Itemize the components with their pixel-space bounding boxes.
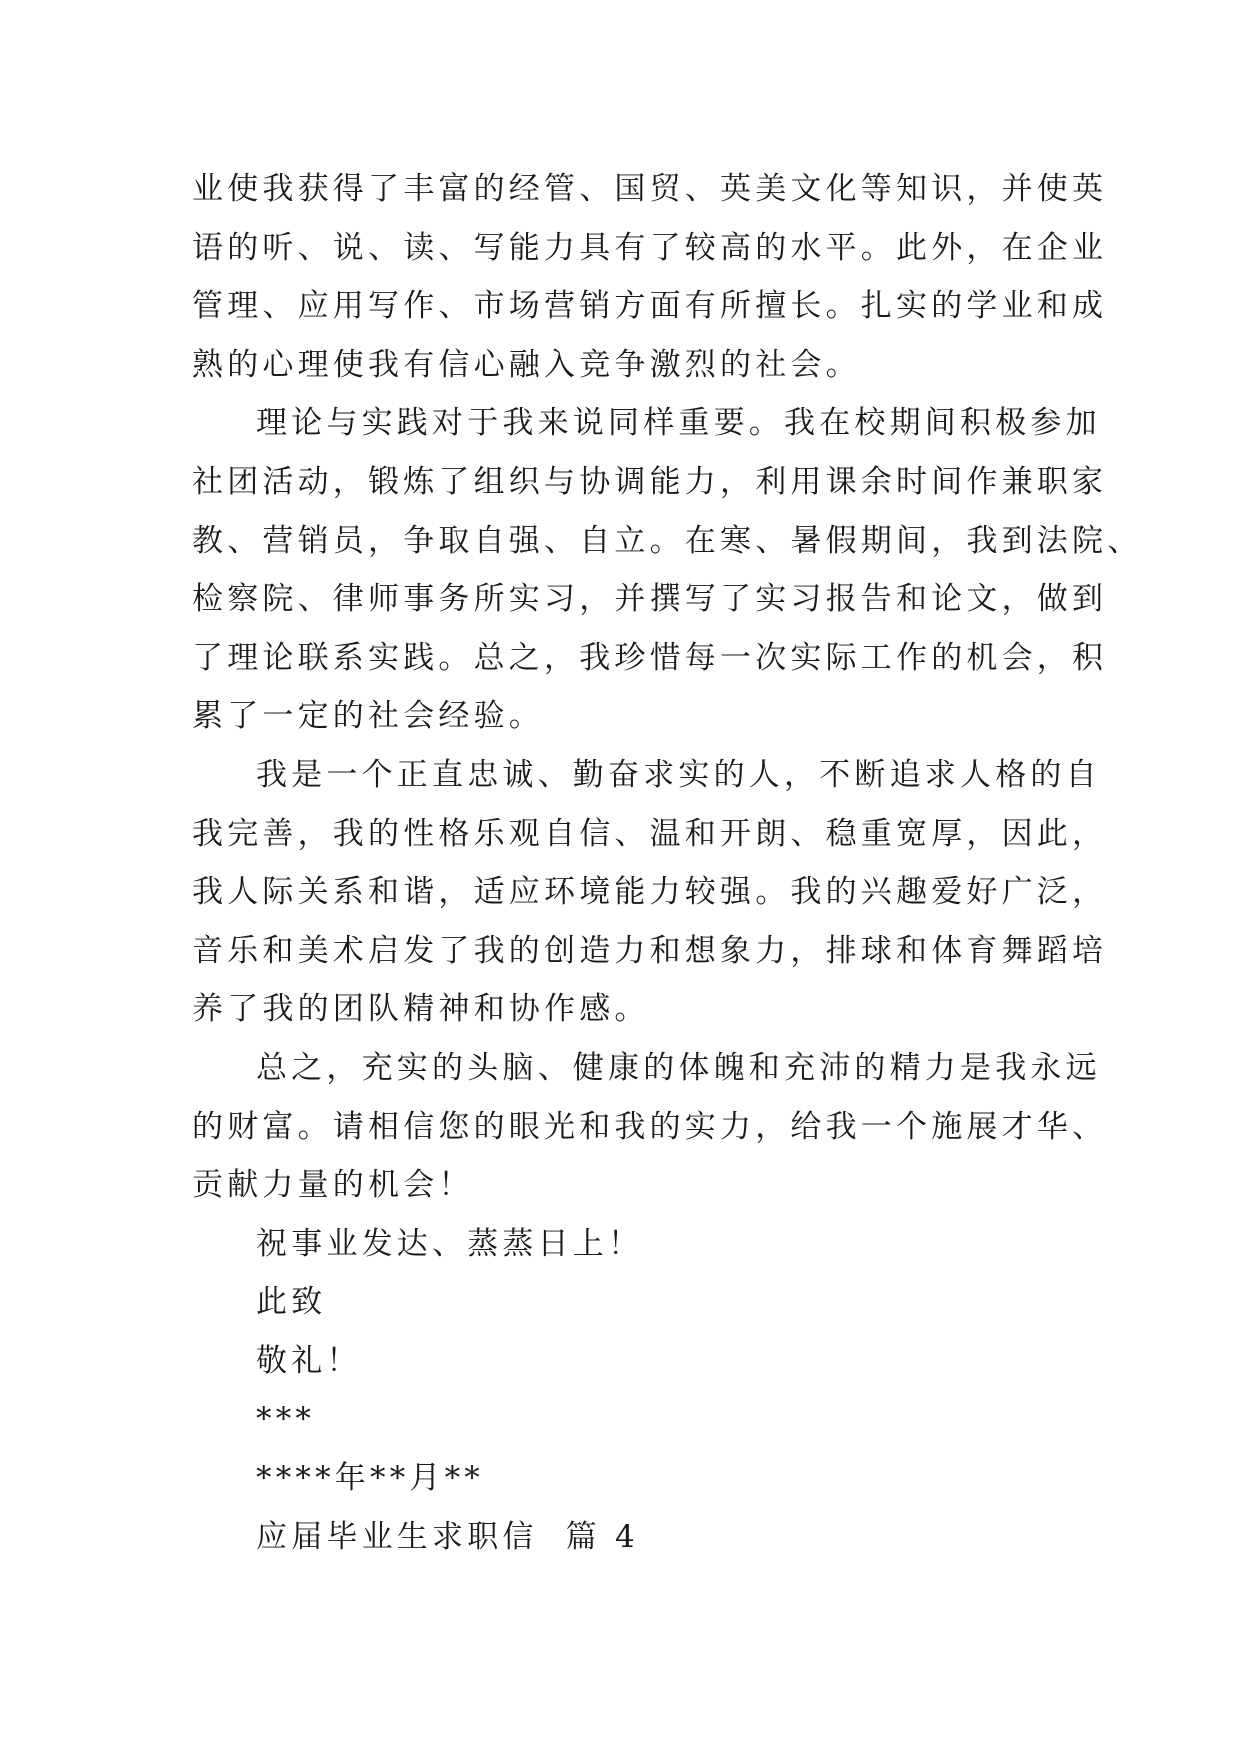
- paragraph-line: 了理论联系实践。总之，我珍惜每一次实际工作的机会，积: [192, 639, 1108, 676]
- closing-wish: 祝事业发达、蒸蒸日上！: [256, 1225, 644, 1262]
- paragraph-4: [192, 1039, 1108, 1215]
- paragraph-line: 业使我获得了丰富的经管、国贸、英美文化等知识，并使英: [192, 171, 1108, 207]
- paragraph-line: 音乐和美术启发了我的创造力和想象力，排球和体育舞蹈培: [192, 932, 1108, 969]
- section-heading: 应届毕业生求职信 篇 4: [256, 1518, 639, 1555]
- paragraph-line: 我是一个正直忠诚、勤奋求实的人，不断追求人格的自: [256, 756, 1101, 793]
- paragraph-line: 熟的心理使我有信心融入竞争激烈的社会。: [192, 346, 861, 383]
- paragraph-line: 我人际关系和谐，适应环境能力较强。我的兴趣爱好广泛，: [192, 874, 1108, 911]
- closing-regards: 敬礼！: [256, 1342, 362, 1379]
- signature-placeholder: ***: [256, 1401, 316, 1438]
- paragraph-line: 贡献力量的机会！: [192, 1167, 474, 1204]
- paragraph-line: 我完善，我的性格乐观自信、温和开朗、稳重宽厚，因此，: [192, 815, 1108, 852]
- paragraph-line: 理论与实践对于我来说同样重要。我在校期间积极参加: [256, 405, 1101, 442]
- closing-block: [192, 1215, 1060, 1567]
- paragraph-line: 的财富。请相信您的眼光和我的实力，给我一个施展才华、: [192, 1108, 1108, 1145]
- paragraph-line: 教、营销员，争取自强、自立。在寒、暑假期间，我到法院、: [192, 522, 1143, 559]
- paragraph-3: [192, 746, 1108, 1039]
- paragraph-line: 检察院、律师事务所实习，并撰写了实习报告和论文，做到: [192, 581, 1108, 618]
- paragraph-line: 管理、应用写作、市场营销方面有所擅长。扎实的学业和成: [192, 288, 1108, 325]
- paragraph-2: [192, 394, 1143, 746]
- paragraph-line: 养了我的团队精神和协作感。: [192, 991, 650, 1028]
- paragraph-line: 社团活动，锻炼了组织与协调能力，利用课余时间作兼职家: [192, 463, 1108, 500]
- paragraph-1: [192, 160, 1108, 394]
- paragraph-line: 累了一定的社会经验。: [192, 698, 544, 735]
- closing-salutation: 此致: [256, 1284, 327, 1321]
- paragraph-line: 总之，充实的头脑、健康的体魄和充沛的精力是我永远: [256, 1049, 1101, 1086]
- letter-body: [192, 160, 1143, 1566]
- paragraph-line: 语的听、说、读、写能力具有了较高的水平。此外，在企业: [192, 229, 1108, 266]
- date-placeholder: ****年**月**: [256, 1460, 484, 1497]
